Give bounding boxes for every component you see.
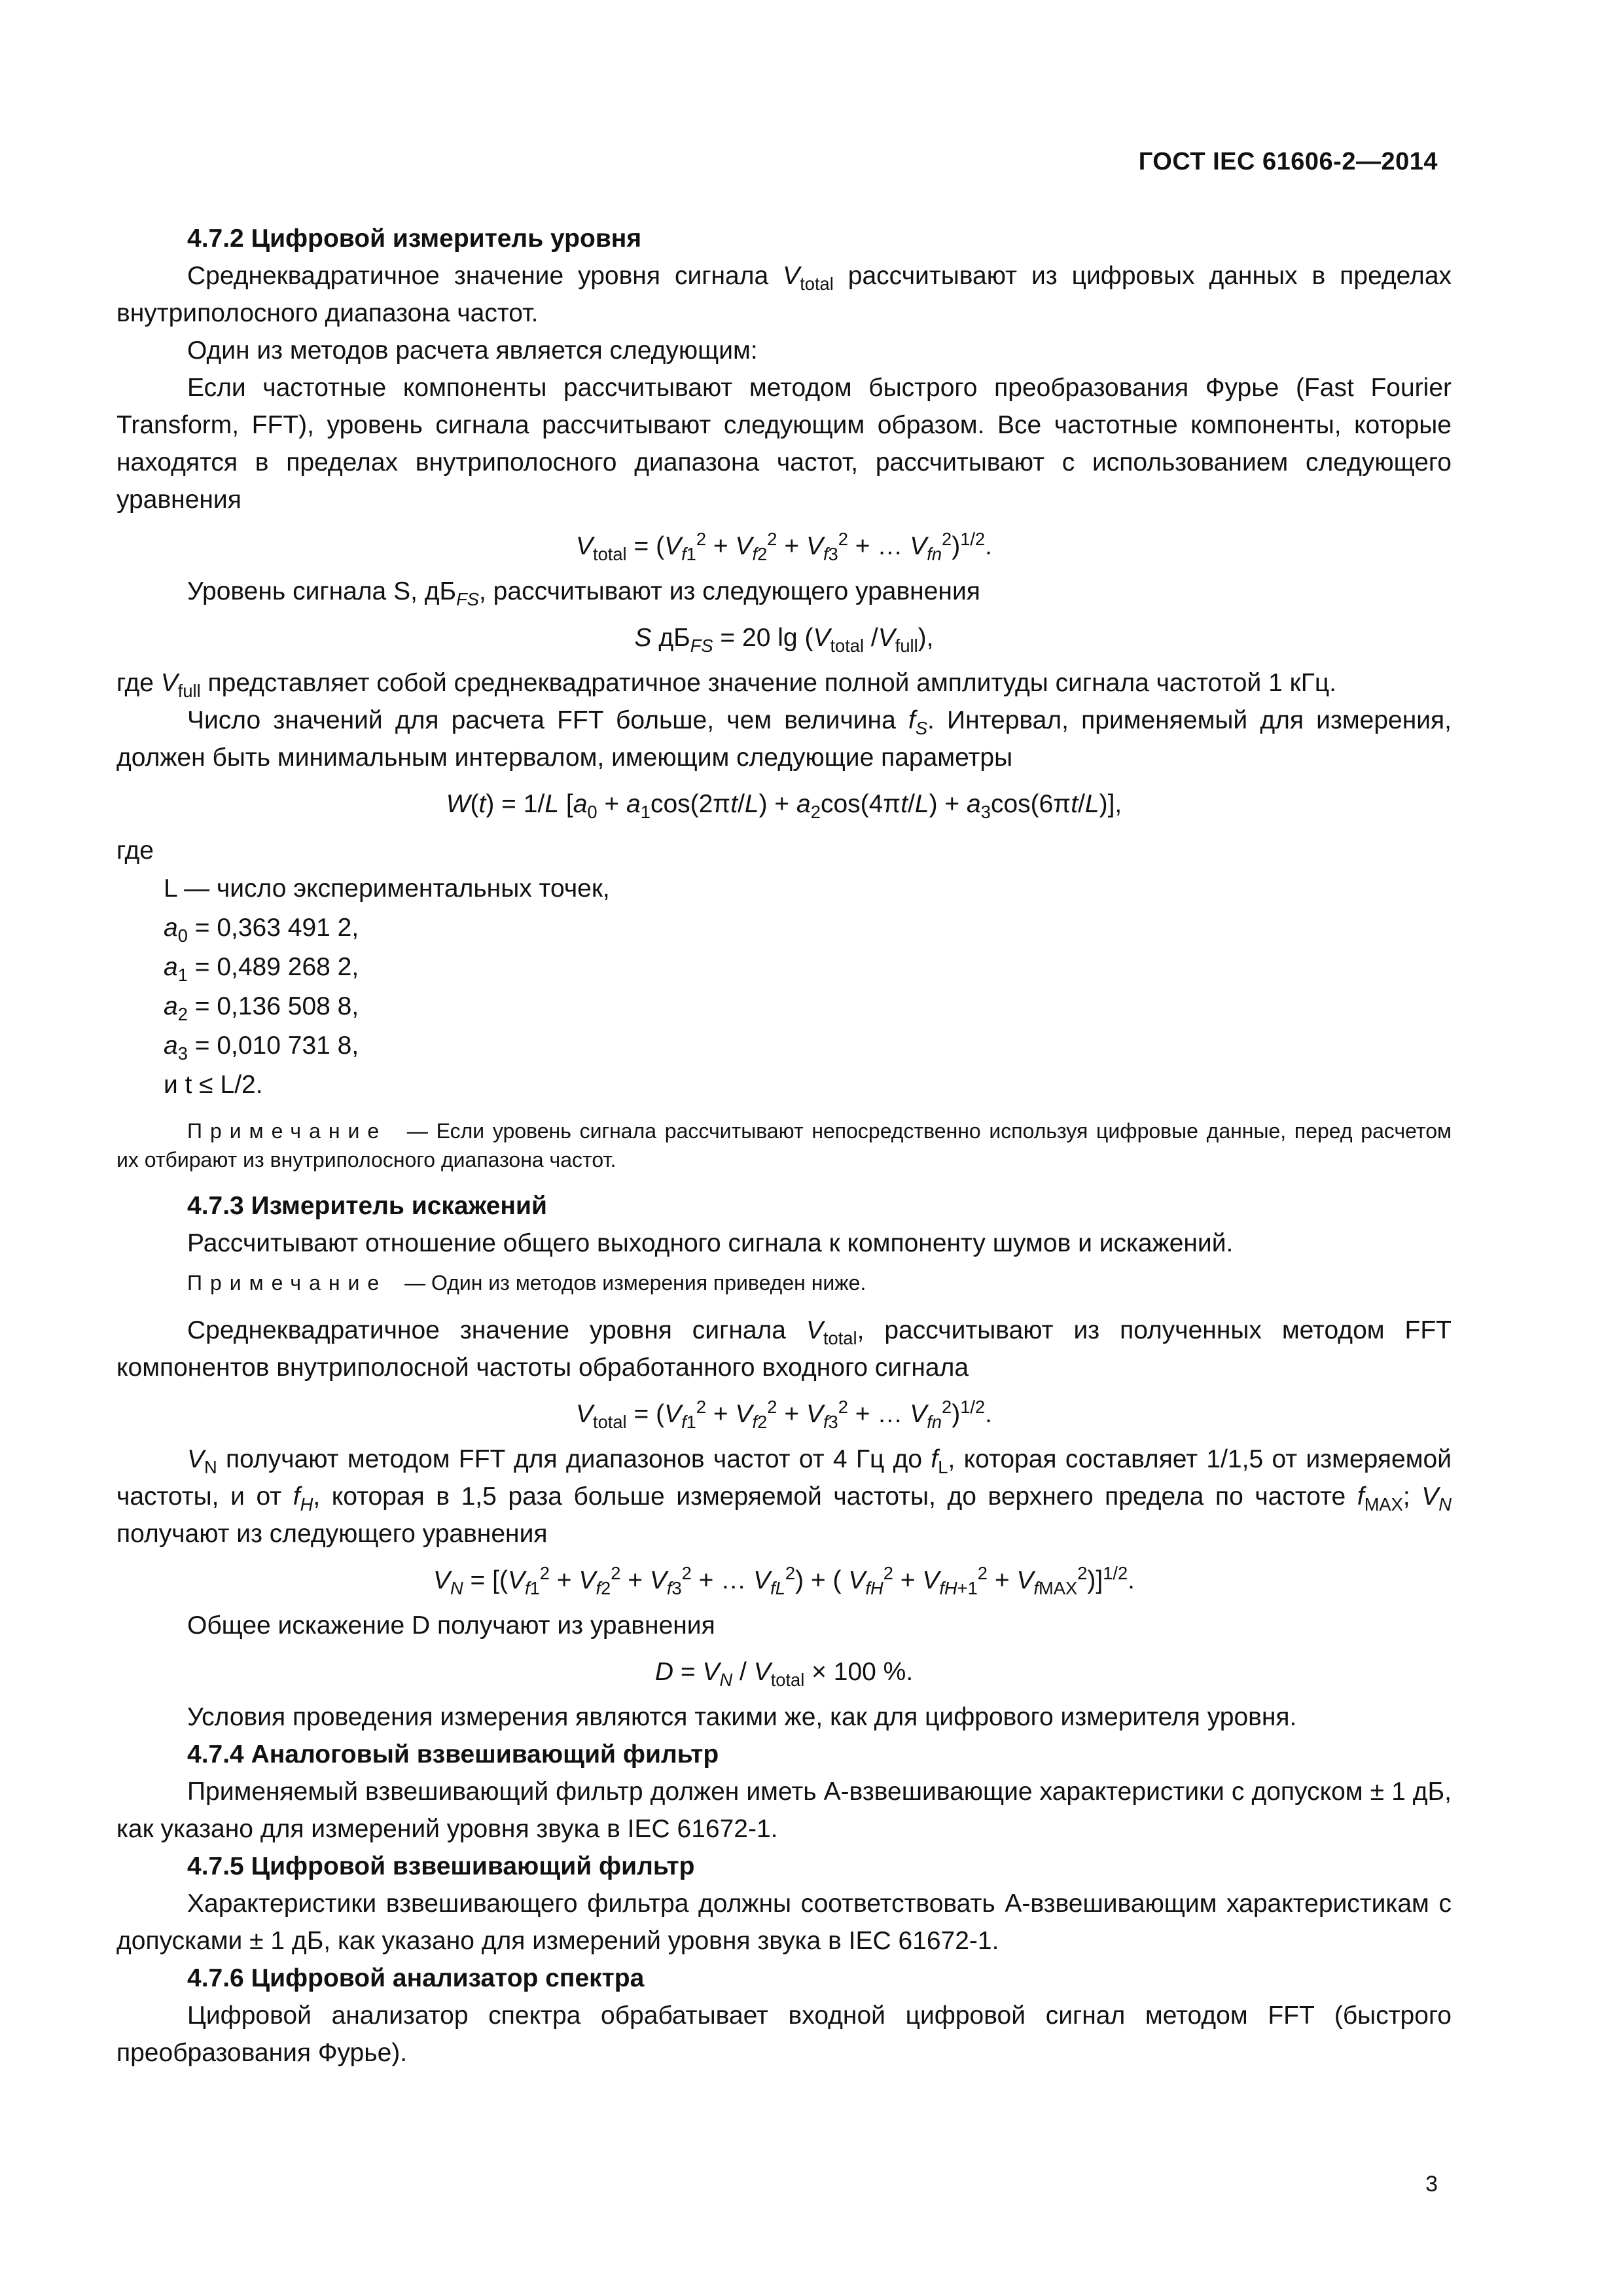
section-heading-4-7-3: 4.7.3 Измеритель искажений xyxy=(187,1192,547,1220)
paragraph: Общее искажение D получают из уравнения xyxy=(187,1611,715,1640)
section-heading-4-7-5: 4.7.5 Цифровой взвешивающий фильтр xyxy=(187,1852,695,1880)
note: Примечание — Один из методов измерения приведен ниже. xyxy=(187,1271,866,1295)
paragraph: Уровень сигнала S, $дБ_{FS}$, рассчитывают из следующего уравнения xyxy=(187,577,980,609)
document-body xyxy=(116,220,1452,2072)
list-item: $a_0 = 0,363$ 491 2, xyxy=(164,914,359,946)
formula-vtotal-2: $V_{total} = (V_{f1}^2 + V_{f2}^2 + V_{f3}^2$ + … $V_{fn}^2)^{1/2}$. xyxy=(576,1397,992,1432)
list-item: и t ≤ L/2. xyxy=(164,1071,263,1099)
page-number: 3 xyxy=(1425,2172,1438,2197)
list-item: $a_1 = 0,489$ 268 2, xyxy=(164,953,359,985)
formula-d: $D = V_N / V_{total} \times 100$ %. xyxy=(654,1658,914,1690)
formula-vtotal: $V_{total} = (V_{f1}^2 + V_{f2}^2 + V_{f3}^2$ + … $V_{fn}^2)^{1/2}$. xyxy=(576,529,992,564)
paragraph: Среднеквадратичное значение уровня сигнала $V_{total}$ рассчитывают из цифровых данных в пределах внутриполосного диапазона частот. xyxy=(116,262,1452,327)
paragraph: Один из методов расчета является следующим: xyxy=(187,336,758,365)
list-item: $a_3 = 0,010$ 731 8, xyxy=(164,1031,359,1064)
paragraph: Характеристики взвешивающего фильтра должны соответствовать А-взвешивающим характеристикам с допусками ± 1 дБ, как указано для измерений уровня звука в IEC 61672-1. xyxy=(116,1890,1452,1955)
list-item: L — число экспериментальных точек, xyxy=(164,874,610,903)
section-heading-4-7-2: 4.7.2 Цифровой измеритель уровня xyxy=(187,224,642,253)
paragraph: Если частотные компоненты рассчитывают методом быстрого преобразования Фурье (Fast Fourier Transform, FFT), уровень сигнала рассчитывают следующим образом. Все частотные компоненты, которые находятся в пределах внутриполосного диапазона частот, рассчитывают с использованием следующего уравнения xyxy=(116,374,1452,514)
paragraph: $V_N$ получают методом FFT для диапазонов частот от 4 Гц до $f_L$, которая составляет 1/1,5 от измеряемой частоты, и от $f_H$, которая в 1,5 раза больше измеряемой частоты, до верхнего предела по частоте $f_{MAX}$; $V_N$ получают из следующего уравнения xyxy=(116,1445,1452,1548)
note: Примечание — Если уровень сигнала рассчитывают непосредственно используя цифровые данные, перед расчетом их отбирают из внутриполосного диапазона частот. xyxy=(116,1119,1452,1172)
formula-vn: $V_N = [(V_{f1}^2 + V_{f2}^2 + V_{f3}^2$ + … $V_{fL}^2$) + ( $V_{fH}^2 + V_{fH+1}^2 + V_{fMAX}^2)]^{1/2}$. xyxy=(433,1563,1135,1598)
document-code: ГОСТ IEC 61606-2—2014 xyxy=(1138,148,1438,175)
paragraph: где $V_{full}$ представляет собой среднеквадратичное значение полной амплитуды сигнала частотой 1 кГц. xyxy=(116,669,1336,701)
paragraph: Число значений для расчета FFT больше, чем величина $f_S$. Интервал, применяемый для измерения, должен быть минимальным интервалом, имеющим следующие параметры xyxy=(116,706,1452,772)
paragraph: Среднеквадратичное значение уровня сигнала $V_{total}$, рассчитывают из полученных методом FFT компонентов внутриполосной частоты обработанного входного сигнала xyxy=(116,1316,1452,1382)
parameter-list xyxy=(116,869,1452,1105)
paragraph: Цифровой анализатор спектра обрабатывает входной цифровой сигнал методом FFT (быстрого преобразования Фурье). xyxy=(116,2001,1452,2067)
section-heading-4-7-6: 4.7.6 Цифровой анализатор спектра xyxy=(187,1964,645,1992)
list-item: $a_2 = 0,136$ 508 8, xyxy=(164,992,359,1024)
paragraph: Условия проведения измерения являются такими же, как для цифрового измерителя уровня. xyxy=(187,1703,1297,1731)
formula-sdb: S $дБ_{FS} = 20$ $\lg (V_{total}$ $/V_{full}$), xyxy=(634,624,934,656)
section-heading-4-7-4: 4.7.4 Аналоговый взвешивающий фильтр xyxy=(187,1740,719,1768)
formula-window: W(t) = 1/L $[a_0 + a_1\cos(2\pi t/L) + a_2\cos(4\pi t/L) + a_3\cos(6\pi t/L)]$, xyxy=(446,790,1122,822)
paragraph: Применяемый взвешивающий фильтр должен иметь А-взвешивающие характеристики с допуском ± 1 дБ, как указано для измерений уровня звука в IEC 61672-1. xyxy=(116,1778,1452,1843)
paragraph: Рассчитывают отношение общего выходного сигнала к компоненту шумов и искажений. xyxy=(187,1229,1234,1257)
where-label: где xyxy=(116,836,154,865)
